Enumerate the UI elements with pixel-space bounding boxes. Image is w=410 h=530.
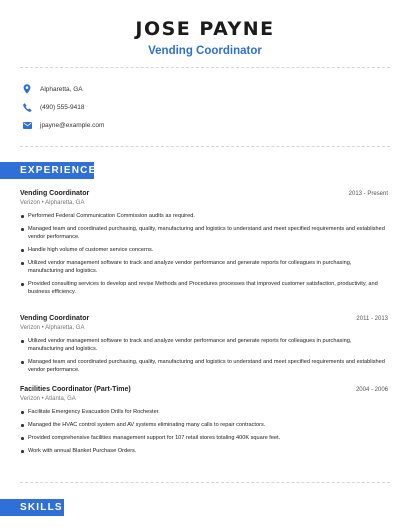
job-title: Vending Coordinator (20, 190, 90, 197)
list-item: Facilitate Emergency Evacuation Drills for Rochester. (20, 408, 388, 416)
candidate-title: Vending Coordinator (148, 45, 262, 57)
phone-icon (22, 102, 32, 112)
list-item: Provided comprehensive facilities management support for 107 retail stores totaling 400K square feet. (20, 434, 388, 442)
job-employer: Verizon • Alpharetta, GA (20, 325, 85, 331)
section-heading-skills: SKILLS (0, 499, 64, 516)
job-entry (20, 315, 388, 379)
job-dates: 2004 - 2006 (355, 387, 388, 393)
list-item: Handle high volume of customer service concerns. (20, 246, 388, 254)
job-title: Vending Coordinator (20, 315, 90, 322)
candidate-name: JOSE PAYNE (135, 18, 275, 40)
list-item: Provided consulting services to develop and revise Methods and Procedures processes that improved customer satisfaction, productivity, and business efficiency. (20, 280, 388, 296)
divider (20, 146, 390, 147)
list-item: Performed Federal Communication Commission audits as required. (20, 212, 388, 220)
list-item: Managed the HVAC control system and AV systems eliminating many calls to repair contractors. (20, 421, 388, 429)
list-item: Managed team and coordinated purchasing, quality, manufacturing and logistics to understand and meet specified requirements and established vendor performance. (20, 225, 388, 241)
resume-header (0, 0, 410, 58)
job-dates: 2011 - 2013 (356, 316, 388, 322)
contact-phone (22, 100, 84, 114)
section-heading-experience: EXPERIENCE (0, 162, 94, 179)
job-entry (20, 386, 388, 460)
job-employer: Verizon • Alpharetta, GA (20, 200, 85, 206)
contact-email (22, 118, 104, 132)
job-bullets (20, 212, 388, 296)
job-entry (20, 190, 388, 301)
mail-icon (22, 120, 32, 130)
job-bullets (20, 408, 388, 455)
contact-phone-text: (490) 555-9418 (40, 103, 85, 111)
job-employer: Verizon • Atlanta, GA (20, 396, 76, 402)
divider (20, 67, 390, 68)
contact-email-text: jpayne@example.com (40, 121, 105, 129)
location-pin-icon (22, 84, 32, 94)
contact-location-text: Alpharetta, GA (40, 85, 83, 93)
job-dates: 2013 - Present (348, 191, 388, 197)
list-item: Work with annual Blanket Purchase Orders. (20, 447, 388, 455)
job-bullets (20, 337, 388, 374)
job-title: Facilities Coordinator (Part-Time) (20, 386, 131, 393)
list-item: Utilized vendor management software to track and analyze vendor performance and generate reports for colleagues in purchasing, manufacturing and logistics. (20, 259, 388, 275)
list-item: Managed team and coordinated purchasing, quality, manufacturing and logistics to understand and meet specified requirements and established vendor performance. (20, 358, 388, 374)
contact-location (22, 82, 83, 96)
list-item: Utilized vendor management software to track and analyze vendor performance and generate reports for colleagues in purchasing, manufacturing and logistics. (20, 337, 388, 353)
divider (20, 482, 390, 483)
